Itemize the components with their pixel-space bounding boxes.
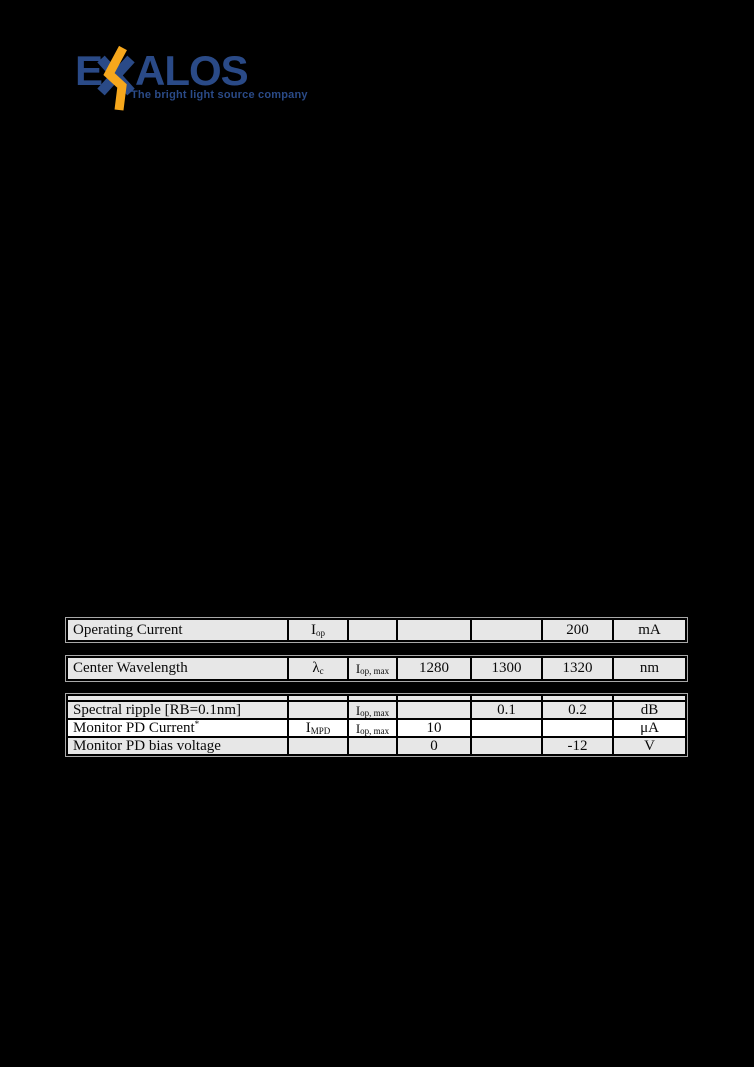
min-cell — [398, 620, 472, 640]
spec-table-fragment-operating-current — [66, 618, 687, 642]
empty-cell — [614, 696, 685, 700]
unit-cell: nm — [639, 660, 660, 676]
table-row-sliver — [68, 696, 685, 700]
unit-cell: V — [644, 738, 655, 754]
symbol-cell: λ $_c$ — [289, 658, 349, 679]
condition-cell: I $_{op, max}$ — [349, 720, 398, 736]
exalos-logo — [75, 47, 355, 112]
max-cell: 200 — [543, 620, 614, 640]
param-cell: Spectral ripple [RB=0.1nm] — [68, 702, 289, 718]
min-cell: 1280 — [398, 658, 472, 679]
unit-cell: μA — [640, 720, 659, 736]
max-cell: -12 — [543, 738, 614, 754]
logo-lightning-x-icon — [98, 46, 136, 112]
param-cell: Monitor PD Current * — [68, 720, 289, 736]
unit-cell: mA — [638, 621, 661, 638]
typ-cell: 0.1 — [472, 702, 543, 718]
min-cell — [398, 702, 472, 718]
min-cell: 10 — [398, 720, 472, 736]
typ-cell — [472, 620, 543, 640]
param-cell: Center Wavelength — [68, 658, 289, 679]
logo-tagline: The bright light source company — [131, 89, 308, 101]
logo-wordmark-left: E — [75, 47, 103, 94]
empty-cell — [349, 696, 398, 700]
empty-cell — [398, 696, 472, 700]
table-row — [68, 658, 685, 679]
logo-wordmark-right: ALOS — [135, 47, 248, 94]
empty-cell — [543, 696, 614, 700]
table-row — [68, 736, 685, 754]
condition-cell — [349, 620, 398, 640]
symbol-cell — [289, 738, 349, 754]
empty-cell — [472, 696, 543, 700]
param-cell: Operating Current — [68, 620, 289, 640]
empty-cell — [289, 696, 349, 700]
table-row — [68, 700, 685, 718]
condition-cell — [349, 738, 398, 754]
condition-cell: I $_{op, max}$ — [349, 658, 398, 679]
spec-table-fragment-monitor-pd — [66, 694, 687, 756]
typ-cell: 1300 — [472, 658, 543, 679]
typ-cell — [472, 738, 543, 754]
min-cell: 0 — [398, 738, 472, 754]
table-row — [68, 718, 685, 736]
spec-table-fragment-center-wavelength — [66, 656, 687, 681]
param-cell: Monitor PD bias voltage — [68, 738, 289, 754]
typ-cell — [472, 720, 543, 736]
symbol-cell: I $_{op}$ — [289, 620, 349, 640]
empty-cell — [68, 696, 289, 700]
max-cell: 0.2 — [543, 702, 614, 718]
symbol-cell — [289, 702, 349, 718]
unit-cell: dB — [640, 702, 659, 718]
symbol-cell: I $_{MPD}$ — [289, 720, 349, 736]
table-row — [68, 620, 685, 640]
max-cell — [543, 720, 614, 736]
max-cell: 1320 — [543, 658, 614, 679]
condition-cell: I $_{op, max}$ — [349, 702, 398, 718]
